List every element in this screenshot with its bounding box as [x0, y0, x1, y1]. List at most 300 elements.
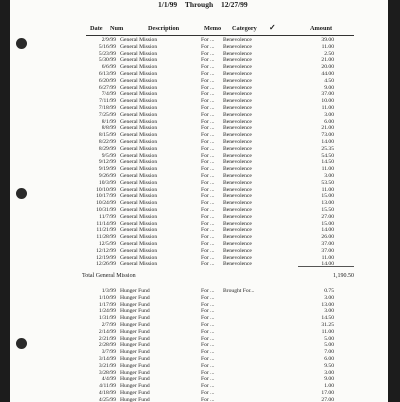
table-row	[86, 336, 334, 343]
row-amount: 14.50	[321, 159, 334, 166]
table-row	[86, 85, 334, 92]
row-category: Benevolence	[223, 152, 252, 159]
row-date: 12/5/99	[98, 240, 116, 247]
row-category: Benevolence	[223, 50, 252, 57]
row-date: 6/13/99	[98, 70, 116, 77]
row-amount: 44.00	[321, 70, 334, 77]
row-description: Hunger Fund	[120, 321, 150, 328]
row-amount: 14.00	[321, 138, 334, 145]
row-date: 2/21/99	[98, 335, 116, 342]
row-memo: For ...	[201, 91, 215, 98]
row-category	[223, 390, 278, 397]
row-date: 11/14/99	[96, 220, 116, 227]
row-amount: 14.50	[321, 315, 334, 322]
row-amount: 54.50	[321, 152, 334, 159]
row-amount: 11.00	[321, 104, 334, 111]
row-description: Hunger Fund	[120, 335, 150, 342]
row-category: Benevolence	[223, 84, 252, 91]
row-description: General Mission	[120, 98, 158, 105]
row-category: Benevolence	[223, 104, 252, 111]
row-category: Benevolence	[223, 64, 252, 71]
start-date: 1/1/99	[158, 0, 178, 9]
table-row	[86, 146, 334, 153]
row-date: 1/10/99	[98, 294, 116, 301]
row-memo: For ...	[201, 84, 215, 91]
row-memo: For ...	[201, 376, 215, 383]
row-memo: For ...	[201, 98, 215, 105]
row-check	[278, 302, 286, 309]
row-check	[278, 132, 286, 139]
row-memo: For ...	[201, 132, 215, 139]
table-row	[86, 255, 334, 262]
row-description: Hunger Fund	[120, 383, 150, 390]
row-description: General Mission	[120, 50, 158, 57]
row-description: General Mission	[120, 145, 158, 152]
row-description: General Mission	[120, 200, 158, 207]
row-date: 10/3/99	[98, 179, 116, 186]
row-description: General Mission	[120, 111, 158, 118]
row-amount: 11.00	[321, 328, 334, 335]
row-date: 3/28/99	[98, 369, 116, 376]
row-amount: 11.00	[321, 186, 334, 193]
row-category: Benevolence	[223, 77, 252, 84]
row-amount: 5.00	[324, 342, 334, 349]
row-description: Hunger Fund	[120, 355, 150, 362]
row-description: General Mission	[120, 91, 158, 98]
row-date: 1/3/99	[101, 288, 116, 294]
row-description: Hunger Fund	[120, 342, 150, 349]
row-date: 5/16/99	[98, 43, 116, 50]
row-amount: 27.00	[321, 396, 334, 402]
row-category: Benevolence	[223, 193, 252, 200]
row-amount: 4.50	[324, 77, 334, 84]
row-description: General Mission	[120, 166, 158, 173]
row-date: 9/12/99	[98, 159, 116, 166]
row-category	[223, 349, 278, 356]
row-category: Benevolence	[223, 186, 252, 193]
table-row	[86, 356, 334, 363]
column-header-num: Num	[110, 25, 124, 32]
row-memo: For ...	[201, 206, 215, 213]
row-category: Benevolence	[223, 132, 252, 139]
row-amount: 53.50	[321, 179, 334, 186]
row-memo: For ...	[201, 234, 215, 241]
row-memo: For ...	[201, 77, 215, 84]
row-date: 7/18/99	[98, 104, 116, 111]
row-amount: 11.00	[321, 166, 334, 173]
row-amount: 73.00	[321, 132, 334, 139]
table-row	[86, 383, 334, 390]
row-category	[223, 397, 278, 402]
row-memo: For ...	[201, 355, 215, 362]
report-date-range	[158, 0, 254, 9]
row-memo: For ...	[201, 64, 215, 71]
row-check	[278, 227, 286, 234]
row-check	[278, 214, 286, 221]
row-check	[278, 342, 286, 349]
row-date: 4/11/99	[99, 383, 116, 390]
row-check	[278, 187, 286, 194]
row-check	[278, 105, 286, 112]
row-check	[278, 98, 286, 105]
row-check	[278, 261, 286, 268]
table-row	[86, 261, 334, 268]
row-memo: For ...	[201, 70, 215, 77]
row-memo: For ...	[201, 328, 215, 335]
row-category: Brought For...	[223, 288, 255, 294]
row-date: 12/19/99	[96, 254, 116, 261]
column-header-description: Description	[148, 25, 180, 32]
row-category	[223, 295, 278, 302]
row-memo: For ...	[201, 349, 215, 356]
row-category: Benevolence	[223, 261, 252, 268]
row-amount: 17.00	[321, 389, 334, 396]
row-check	[278, 44, 286, 51]
row-category: Benevolence	[223, 240, 252, 247]
row-amount: 25.35	[321, 145, 334, 152]
table-row	[86, 57, 334, 64]
row-memo: For ...	[201, 213, 215, 220]
row-amount: 3.00	[324, 294, 334, 301]
row-category	[223, 370, 278, 377]
row-date: 1/24/99	[98, 308, 116, 315]
row-category: Benevolence	[223, 145, 252, 152]
row-check	[278, 397, 286, 402]
row-check	[278, 390, 286, 397]
row-memo: For ...	[201, 294, 215, 301]
row-amount: 9.00	[324, 376, 334, 383]
row-memo: For ...	[201, 125, 215, 132]
row-memo: For ...	[201, 389, 215, 396]
table-row	[86, 214, 334, 221]
row-category	[223, 308, 278, 315]
table-row	[86, 234, 334, 241]
table-row	[86, 78, 334, 85]
row-description: Hunger Fund	[120, 308, 150, 315]
row-description: General Mission	[120, 43, 158, 50]
row-check	[278, 315, 286, 322]
row-description: General Mission	[120, 220, 158, 227]
row-check	[278, 159, 286, 166]
table-row	[86, 132, 334, 139]
row-date: 12/26/99	[96, 261, 116, 268]
row-amount: 14.00	[321, 261, 334, 268]
row-memo: For ...	[201, 254, 215, 261]
binder-hole	[16, 338, 27, 349]
row-check	[278, 234, 286, 241]
row-category	[223, 342, 278, 349]
column-header-amount: Amount	[310, 25, 333, 32]
row-category	[223, 336, 278, 343]
row-amount: 37.00	[321, 247, 334, 254]
row-description: General Mission	[120, 77, 158, 84]
report-page	[10, 0, 388, 402]
row-memo: For ...	[201, 288, 215, 294]
column-header-check: ✓	[269, 23, 276, 32]
row-date: 11/7/99	[99, 213, 116, 220]
row-amount: 21.00	[321, 57, 334, 64]
row-description: General Mission	[120, 118, 158, 125]
row-description: General Mission	[120, 186, 158, 193]
row-check	[278, 295, 286, 302]
row-check	[278, 57, 286, 64]
row-description: General Mission	[120, 247, 158, 254]
row-amount: 7.00	[324, 349, 334, 356]
row-check	[278, 37, 286, 44]
row-check	[278, 329, 286, 336]
row-category: Benevolence	[223, 213, 252, 220]
table-row	[86, 71, 334, 78]
row-amount: 21.00	[321, 125, 334, 132]
row-amount: 0.75	[324, 288, 334, 294]
table-row	[86, 37, 334, 44]
row-amount: 5.00	[324, 335, 334, 342]
row-memo: For ...	[201, 186, 215, 193]
row-memo: For ...	[201, 227, 215, 234]
table-row	[86, 193, 334, 200]
row-memo: For ...	[201, 362, 215, 369]
table-row	[86, 64, 334, 71]
row-memo: For ...	[201, 247, 215, 254]
row-category	[223, 383, 278, 390]
table-row	[86, 119, 334, 126]
row-date: 3/14/99	[98, 355, 116, 362]
row-check	[278, 322, 286, 329]
column-header-date: Date	[90, 25, 103, 32]
row-amount: 9.50	[324, 362, 334, 369]
row-category: Benevolence	[223, 57, 252, 64]
row-memo: For ...	[201, 159, 215, 166]
row-check	[278, 349, 286, 356]
row-category	[223, 302, 278, 309]
table-row	[86, 342, 334, 349]
row-date: 4/4/99	[101, 376, 116, 383]
row-memo: For ...	[201, 261, 215, 268]
row-date: 10/17/99	[96, 193, 116, 200]
row-category: Benevolence	[223, 111, 252, 118]
row-check	[278, 51, 286, 58]
row-date: 5/23/99	[98, 50, 116, 57]
row-check	[278, 146, 286, 153]
hunger-fund-table	[86, 288, 334, 402]
row-date: 8/29/99	[98, 145, 116, 152]
row-check	[278, 356, 286, 363]
row-category: Benevolence	[223, 254, 252, 261]
row-check	[278, 119, 286, 126]
row-memo: For ...	[201, 37, 215, 43]
row-check	[278, 139, 286, 146]
row-date: 10/31/99	[96, 206, 116, 213]
row-date: 3/21/99	[98, 362, 116, 369]
header-rule	[86, 35, 354, 36]
row-check	[278, 193, 286, 200]
row-memo: For ...	[201, 193, 215, 200]
row-memo: For ...	[201, 50, 215, 57]
row-check	[278, 180, 286, 187]
row-description: General Mission	[120, 152, 158, 159]
row-date: 9/19/99	[98, 166, 116, 173]
table-row	[86, 105, 334, 112]
row-date: 8/15/99	[98, 132, 116, 139]
row-amount: 15.50	[321, 206, 334, 213]
row-amount: 31.25	[321, 321, 334, 328]
row-category: Benevolence	[223, 159, 252, 166]
row-category: Benevolence	[223, 247, 252, 254]
row-description: General Mission	[120, 179, 158, 186]
row-memo: For ...	[201, 172, 215, 179]
row-check	[278, 78, 286, 85]
row-description: General Mission	[120, 193, 158, 200]
row-check	[278, 370, 286, 377]
row-date: 2/7/99	[101, 321, 116, 328]
row-memo: For ...	[201, 43, 215, 50]
row-description: Hunger Fund	[120, 376, 150, 383]
row-category	[223, 356, 278, 363]
row-memo: For ...	[201, 179, 215, 186]
row-amount: 37.00	[321, 91, 334, 98]
through-label: Through	[184, 0, 214, 9]
row-amount: 3.00	[324, 111, 334, 118]
row-date: 8/22/99	[98, 138, 116, 145]
total-general-mission-amount: 1,190.50	[333, 273, 354, 279]
table-row	[86, 159, 334, 166]
row-check	[278, 91, 286, 98]
row-check	[278, 376, 286, 383]
row-memo: For ...	[201, 240, 215, 247]
row-description: Hunger Fund	[120, 362, 150, 369]
row-description: General Mission	[120, 240, 158, 247]
row-date: 8/1/99	[101, 118, 116, 125]
row-date: 6/6/99	[101, 64, 116, 71]
row-description: General Mission	[120, 70, 158, 77]
table-row	[86, 51, 334, 58]
row-memo: For ...	[201, 301, 215, 308]
table-row	[86, 166, 334, 173]
row-date: 12/12/99	[96, 247, 116, 254]
row-check	[278, 255, 286, 262]
table-row	[86, 91, 334, 98]
table-row	[86, 308, 334, 315]
table-row	[86, 153, 334, 160]
row-description: Hunger Fund	[120, 389, 150, 396]
row-category: Benevolence	[223, 206, 252, 213]
row-category	[223, 322, 278, 329]
table-row	[86, 180, 334, 187]
row-check	[278, 308, 286, 315]
table-row	[86, 112, 334, 119]
table-row	[86, 248, 334, 255]
row-description: General Mission	[120, 206, 158, 213]
row-date: 2/28/99	[98, 342, 116, 349]
row-memo: For ...	[201, 335, 215, 342]
row-memo: For ...	[201, 342, 215, 349]
row-memo: For ...	[201, 220, 215, 227]
row-date: 7/25/99	[98, 111, 116, 118]
table-row	[86, 221, 334, 228]
table-row	[86, 187, 334, 194]
table-row	[86, 139, 334, 146]
row-check	[278, 288, 286, 295]
row-date: 4/18/99	[98, 389, 116, 396]
row-category: Benevolence	[223, 37, 252, 43]
row-check	[278, 207, 286, 214]
row-category: Benevolence	[223, 125, 252, 132]
table-row	[86, 302, 334, 309]
table-row	[86, 241, 334, 248]
row-check	[278, 125, 286, 132]
table-row	[86, 370, 334, 377]
row-check	[278, 241, 286, 248]
table-row	[86, 295, 334, 302]
table-row	[86, 349, 334, 356]
row-description: General Mission	[120, 64, 158, 71]
table-row	[86, 288, 334, 295]
row-memo: For ...	[201, 321, 215, 328]
row-description: General Mission	[120, 57, 158, 64]
row-date: 6/27/99	[98, 84, 116, 91]
row-category: Benevolence	[223, 138, 252, 145]
row-date: 9/26/99	[98, 172, 116, 179]
column-header-memo: Memo	[204, 25, 222, 32]
table-row	[86, 173, 334, 180]
row-category: Benevolence	[223, 70, 252, 77]
row-description: General Mission	[120, 104, 158, 111]
row-amount: 26.00	[321, 234, 334, 241]
row-category: Benevolence	[223, 220, 252, 227]
binder-hole	[16, 38, 27, 49]
row-date: 2/9/99	[101, 37, 116, 43]
row-date: 7/4/99	[101, 91, 116, 98]
row-description: General Mission	[120, 132, 158, 139]
row-memo: For ...	[201, 145, 215, 152]
row-amount: 13.00	[321, 301, 334, 308]
row-description: Hunger Fund	[120, 294, 150, 301]
row-description: General Mission	[120, 159, 158, 166]
row-check	[278, 248, 286, 255]
row-description: General Mission	[120, 125, 158, 132]
row-description: General Mission	[120, 172, 158, 179]
row-description: Hunger Fund	[120, 349, 150, 356]
row-memo: For ...	[201, 152, 215, 159]
row-date: 5/30/99	[98, 57, 116, 64]
row-check	[278, 173, 286, 180]
row-description: General Mission	[120, 138, 158, 145]
row-date: 6/20/99	[98, 77, 116, 84]
row-amount: 11.00	[321, 254, 334, 261]
table-row	[86, 227, 334, 234]
row-memo: For ...	[201, 138, 215, 145]
row-memo: For ...	[201, 111, 215, 118]
table-row	[86, 98, 334, 105]
table-row	[86, 363, 334, 370]
row-check	[278, 166, 286, 173]
row-check	[278, 85, 286, 92]
row-memo: For ...	[201, 118, 215, 125]
row-date: 3/7/99	[101, 349, 116, 356]
row-date: 1/17/99	[98, 301, 116, 308]
row-category: Benevolence	[223, 227, 252, 234]
row-date: 4/25/99	[98, 396, 116, 402]
table-row	[86, 200, 334, 207]
row-date: 8/8/99	[101, 125, 116, 132]
row-description: General Mission	[120, 254, 158, 261]
table-row	[86, 44, 334, 51]
end-date: 12/27/99	[221, 0, 248, 9]
row-date: 9/5/99	[101, 152, 116, 159]
row-date: 2/14/99	[98, 328, 116, 335]
row-check	[278, 336, 286, 343]
row-amount: 3.00	[324, 308, 334, 315]
